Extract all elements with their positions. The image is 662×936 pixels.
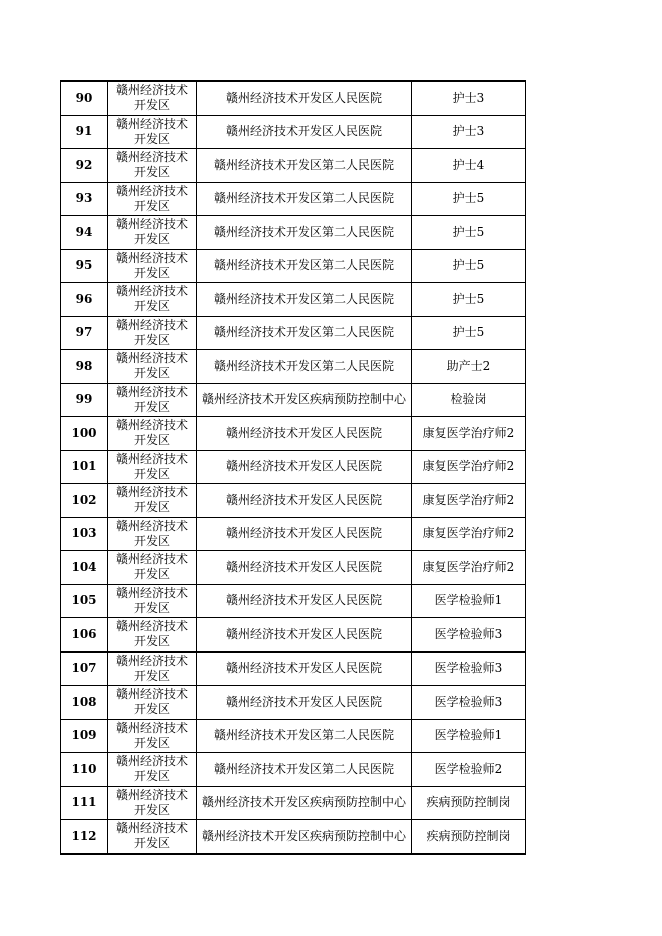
table-row: [61, 350, 526, 384]
employer-unit-cell: 赣州经济技术开发区人民医院: [197, 417, 412, 451]
table-row: [61, 249, 526, 283]
region-cell: 赣州经济技术开发区: [108, 383, 197, 417]
position-name-cell: 疾病预防控制岗: [412, 820, 526, 854]
position-name-cell: 护士5: [412, 216, 526, 250]
position-name-cell: 护士3: [412, 115, 526, 149]
position-name-cell: 护士4: [412, 149, 526, 183]
row-number-cell: 97: [61, 316, 108, 350]
region-cell: 赣州经济技术开发区: [108, 618, 197, 652]
row-number-cell: 90: [61, 81, 108, 115]
row-number-cell: 105: [61, 584, 108, 618]
region-cell: 赣州经济技术开发区: [108, 753, 197, 787]
row-number-cell: 109: [61, 719, 108, 753]
position-name-cell: 医学检验师1: [412, 584, 526, 618]
table-row: [61, 182, 526, 216]
position-name-cell: 医学检验师3: [412, 618, 526, 652]
position-name-cell: 医学检验师1: [412, 719, 526, 753]
position-name-cell: 护士5: [412, 283, 526, 317]
region-cell: 赣州经济技术开发区: [108, 182, 197, 216]
region-cell: 赣州经济技术开发区: [108, 115, 197, 149]
table-row: [61, 786, 526, 820]
table-row: [61, 149, 526, 183]
table-row: [61, 283, 526, 317]
position-name-cell: 护士3: [412, 81, 526, 115]
row-number-cell: 99: [61, 383, 108, 417]
position-name-cell: 康复医学治疗师2: [412, 417, 526, 451]
employer-unit-cell: 赣州经济技术开发区人民医院: [197, 618, 412, 652]
employer-unit-cell: 赣州经济技术开发区人民医院: [197, 686, 412, 720]
row-number-cell: 102: [61, 484, 108, 518]
position-name-cell: 康复医学治疗师2: [412, 484, 526, 518]
table-row: [61, 719, 526, 753]
table-row: [61, 115, 526, 149]
employer-unit-cell: 赣州经济技术开发区人民医院: [197, 551, 412, 585]
position-name-cell: 助产士2: [412, 350, 526, 384]
position-name-cell: 护士5: [412, 316, 526, 350]
employer-unit-cell: 赣州经济技术开发区人民医院: [197, 115, 412, 149]
employer-unit-cell: 赣州经济技术开发区人民医院: [197, 450, 412, 484]
region-cell: 赣州经济技术开发区: [108, 417, 197, 451]
region-cell: 赣州经济技术开发区: [108, 316, 197, 350]
region-cell: 赣州经济技术开发区: [108, 719, 197, 753]
employer-unit-cell: 赣州经济技术开发区第二人民医院: [197, 350, 412, 384]
table-row: [61, 517, 526, 551]
row-number-cell: 112: [61, 820, 108, 854]
row-number-cell: 96: [61, 283, 108, 317]
table-row: [61, 484, 526, 518]
employer-unit-cell: 赣州经济技术开发区疾病预防控制中心: [197, 820, 412, 854]
table-row: [61, 417, 526, 451]
table-row: [61, 618, 526, 652]
row-number-cell: 111: [61, 786, 108, 820]
table-row: [61, 450, 526, 484]
employer-unit-cell: 赣州经济技术开发区人民医院: [197, 652, 412, 686]
employer-unit-cell: 赣州经济技术开发区人民医院: [197, 584, 412, 618]
region-cell: 赣州经济技术开发区: [108, 652, 197, 686]
region-cell: 赣州经济技术开发区: [108, 283, 197, 317]
region-cell: 赣州经济技术开发区: [108, 484, 197, 518]
employer-unit-cell: 赣州经济技术开发区第二人民医院: [197, 149, 412, 183]
row-number-cell: 92: [61, 149, 108, 183]
region-cell: 赣州经济技术开发区: [108, 517, 197, 551]
table-row: [61, 216, 526, 250]
position-name-cell: 检验岗: [412, 383, 526, 417]
row-number-cell: 106: [61, 618, 108, 652]
region-cell: 赣州经济技术开发区: [108, 820, 197, 854]
employer-unit-cell: 赣州经济技术开发区疾病预防控制中心: [197, 786, 412, 820]
employer-unit-cell: 赣州经济技术开发区第二人民医院: [197, 316, 412, 350]
row-number-cell: 108: [61, 686, 108, 720]
table-row: [61, 753, 526, 787]
row-number-cell: 93: [61, 182, 108, 216]
position-name-cell: 医学检验师3: [412, 652, 526, 686]
row-number-cell: 94: [61, 216, 108, 250]
employer-unit-cell: 赣州经济技术开发区第二人民医院: [197, 182, 412, 216]
employer-unit-cell: 赣州经济技术开发区人民医院: [197, 81, 412, 115]
table-row: [61, 383, 526, 417]
row-number-cell: 91: [61, 115, 108, 149]
position-name-cell: 护士5: [412, 249, 526, 283]
position-name-cell: 疾病预防控制岗: [412, 786, 526, 820]
row-number-cell: 104: [61, 551, 108, 585]
region-cell: 赣州经济技术开发区: [108, 81, 197, 115]
row-number-cell: 100: [61, 417, 108, 451]
row-number-cell: 103: [61, 517, 108, 551]
table-row: [61, 584, 526, 618]
employer-unit-cell: 赣州经济技术开发区人民医院: [197, 484, 412, 518]
row-number-cell: 98: [61, 350, 108, 384]
table-row: [61, 652, 526, 686]
region-cell: 赣州经济技术开发区: [108, 786, 197, 820]
employer-unit-cell: 赣州经济技术开发区第二人民医院: [197, 753, 412, 787]
table-row: [61, 81, 526, 115]
position-table: [60, 80, 526, 855]
table-row: [61, 316, 526, 350]
region-cell: 赣州经济技术开发区: [108, 551, 197, 585]
employer-unit-cell: 赣州经济技术开发区第二人民医院: [197, 719, 412, 753]
table-row: [61, 820, 526, 854]
position-name-cell: 护士5: [412, 182, 526, 216]
row-number-cell: 110: [61, 753, 108, 787]
region-cell: 赣州经济技术开发区: [108, 350, 197, 384]
region-cell: 赣州经济技术开发区: [108, 584, 197, 618]
region-cell: 赣州经济技术开发区: [108, 216, 197, 250]
region-cell: 赣州经济技术开发区: [108, 149, 197, 183]
employer-unit-cell: 赣州经济技术开发区疾病预防控制中心: [197, 383, 412, 417]
position-name-cell: 康复医学治疗师2: [412, 450, 526, 484]
employer-unit-cell: 赣州经济技术开发区第二人民医院: [197, 283, 412, 317]
row-number-cell: 101: [61, 450, 108, 484]
region-cell: 赣州经济技术开发区: [108, 686, 197, 720]
position-table-body: [61, 81, 526, 854]
employer-unit-cell: 赣州经济技术开发区第二人民医院: [197, 249, 412, 283]
row-number-cell: 95: [61, 249, 108, 283]
employer-unit-cell: 赣州经济技术开发区第二人民医院: [197, 216, 412, 250]
region-cell: 赣州经济技术开发区: [108, 450, 197, 484]
position-name-cell: 康复医学治疗师2: [412, 551, 526, 585]
employer-unit-cell: 赣州经济技术开发区人民医院: [197, 517, 412, 551]
table-row: [61, 686, 526, 720]
position-name-cell: 医学检验师2: [412, 753, 526, 787]
position-name-cell: 医学检验师3: [412, 686, 526, 720]
region-cell: 赣州经济技术开发区: [108, 249, 197, 283]
position-name-cell: 康复医学治疗师2: [412, 517, 526, 551]
table-row: [61, 551, 526, 585]
row-number-cell: 107: [61, 652, 108, 686]
